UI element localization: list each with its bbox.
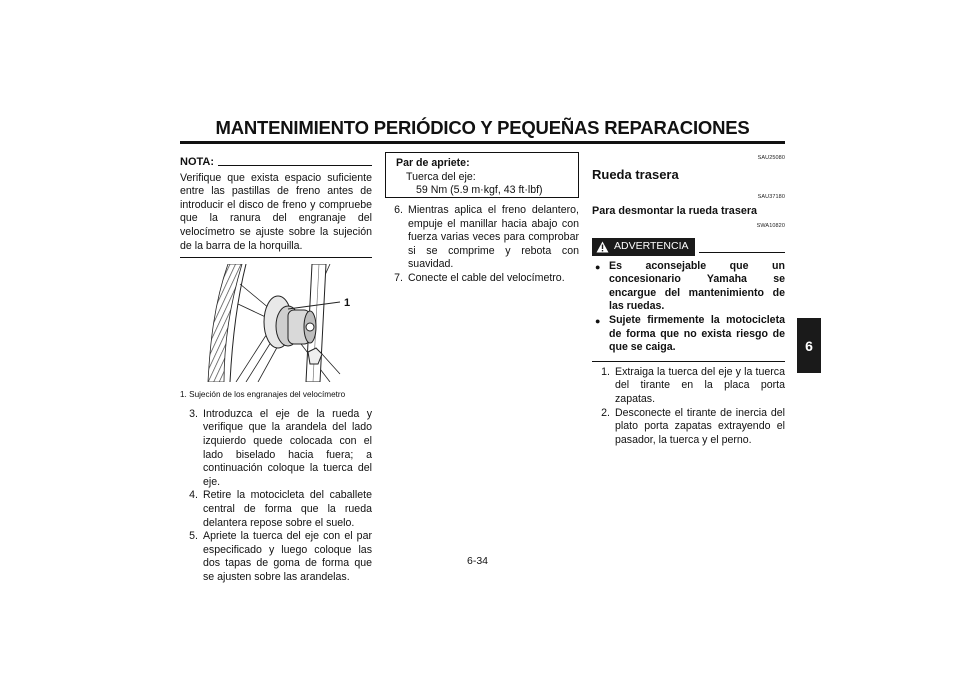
wheel-hub-illustration: [180, 264, 372, 382]
bullet-icon: ●: [595, 315, 601, 326]
step-text: Extraiga la tuerca del eje y la tuerca del tirante en la placa porta zapatas.: [615, 365, 785, 405]
step-text: Apriete la tuerca del eje con el par especificado y luego coloque las dos tapas de goma de forma que se ajusten sobre las arandelas.: [203, 530, 372, 583]
step-text: Mientras aplica el freno delantero, empuje el manillar hacia abajo con fuerza varias veces para comprobar si se comprime y rebota con suavidad.: [408, 204, 579, 271]
step-number: 3.: [189, 407, 198, 420]
column-left: [180, 156, 372, 584]
warning-item: [592, 260, 785, 314]
warning-triangle-icon: [596, 241, 609, 253]
note-label: NOTA:: [180, 156, 215, 168]
torque-title: Par de apriete:: [396, 157, 470, 169]
step-item: [385, 204, 579, 272]
note-heading-rule: [218, 165, 372, 166]
warning-heading: [592, 238, 785, 256]
step-number: 2.: [601, 406, 610, 419]
torque-value: 59 Nm (5.9 m·kgf, 43 ft·lbf): [416, 184, 543, 197]
step-text: Desconecte el tirante de inercia del plato porta zapatas extrayendo el pasador, la tuerca y el perno.: [615, 406, 785, 446]
step-item: [180, 408, 372, 490]
subsection-title: Para desmontar la rueda trasera: [592, 204, 758, 217]
torque-item: Tuerca del eje:: [406, 170, 476, 183]
warning-list: [592, 260, 785, 355]
step-number: 5.: [189, 530, 198, 543]
step-text: Conecte el cable del velocímetro.: [408, 271, 565, 284]
warning-heading-rule: [699, 252, 786, 253]
warning-badge: [592, 238, 695, 256]
reference-code: SAU37180: [757, 194, 785, 201]
step-text: Retire la motocicleta del caballete central de forma que la rueda delantera repose sobre el suelo.: [203, 489, 372, 529]
step-item: [592, 407, 785, 448]
column-right: [592, 152, 785, 447]
column-middle: [385, 152, 579, 286]
reference-code: SWA10820: [756, 223, 785, 230]
warning-end-rule: [592, 361, 785, 362]
step-item: [180, 530, 372, 584]
header-rule: [180, 141, 785, 144]
figure-callout-1: 1: [344, 297, 351, 310]
torque-spec-box: [385, 152, 579, 198]
warning-label: ADVERTENCIA: [614, 239, 689, 252]
steps-list-right: [592, 366, 785, 448]
reference-code: SAU25080: [757, 155, 785, 161]
page-number: 6-34: [467, 555, 489, 567]
step-item: [592, 366, 785, 407]
steps-list-left: [180, 408, 372, 585]
page-header-title: MANTENIMIENTO PERIÓDICO Y PEQUEÑAS REPARACIONES: [215, 117, 750, 138]
steps-list-middle: [385, 204, 579, 286]
warning-item: [592, 314, 785, 355]
step-number: 4.: [189, 489, 198, 502]
warning-text: Sujete firmemente la motocicleta de forma que no exista riesgo de que se caiga.: [609, 313, 785, 354]
step-number: 6.: [394, 204, 403, 216]
step-item: [385, 272, 579, 286]
note-text: Verifique que exista espacio suficiente entre las pastillas de freno antes de introducir el disco de freno y compruebe que la ranura del engranaje del velocímetro se ajuste sobre la sujeción de la barra de la horquilla.: [180, 171, 372, 252]
speedometer-gear-figure: [180, 264, 372, 382]
warning-text: Es aconsejable que un concesionario Yamaha se encargue del mantenimiento de las ruedas.: [609, 259, 785, 313]
step-number: 7.: [394, 271, 403, 284]
step-number: 1.: [601, 365, 610, 378]
chapter-tab[interactable]: 6: [797, 318, 821, 373]
note-end-rule: [180, 257, 372, 258]
note-heading: [180, 156, 372, 170]
figure-caption: 1. Sujeción de los engranajes del velocímetro: [180, 390, 346, 400]
step-item: [180, 489, 372, 530]
section-title: Rueda trasera: [592, 166, 679, 182]
bullet-icon: ●: [595, 261, 601, 272]
step-text: Introduzca el eje de la rueda y verifique que la arandela del lado izquierdo quede colocada con el lado biselado hacia fuera; a continuación coloque la tuerca del eje.: [203, 407, 372, 488]
